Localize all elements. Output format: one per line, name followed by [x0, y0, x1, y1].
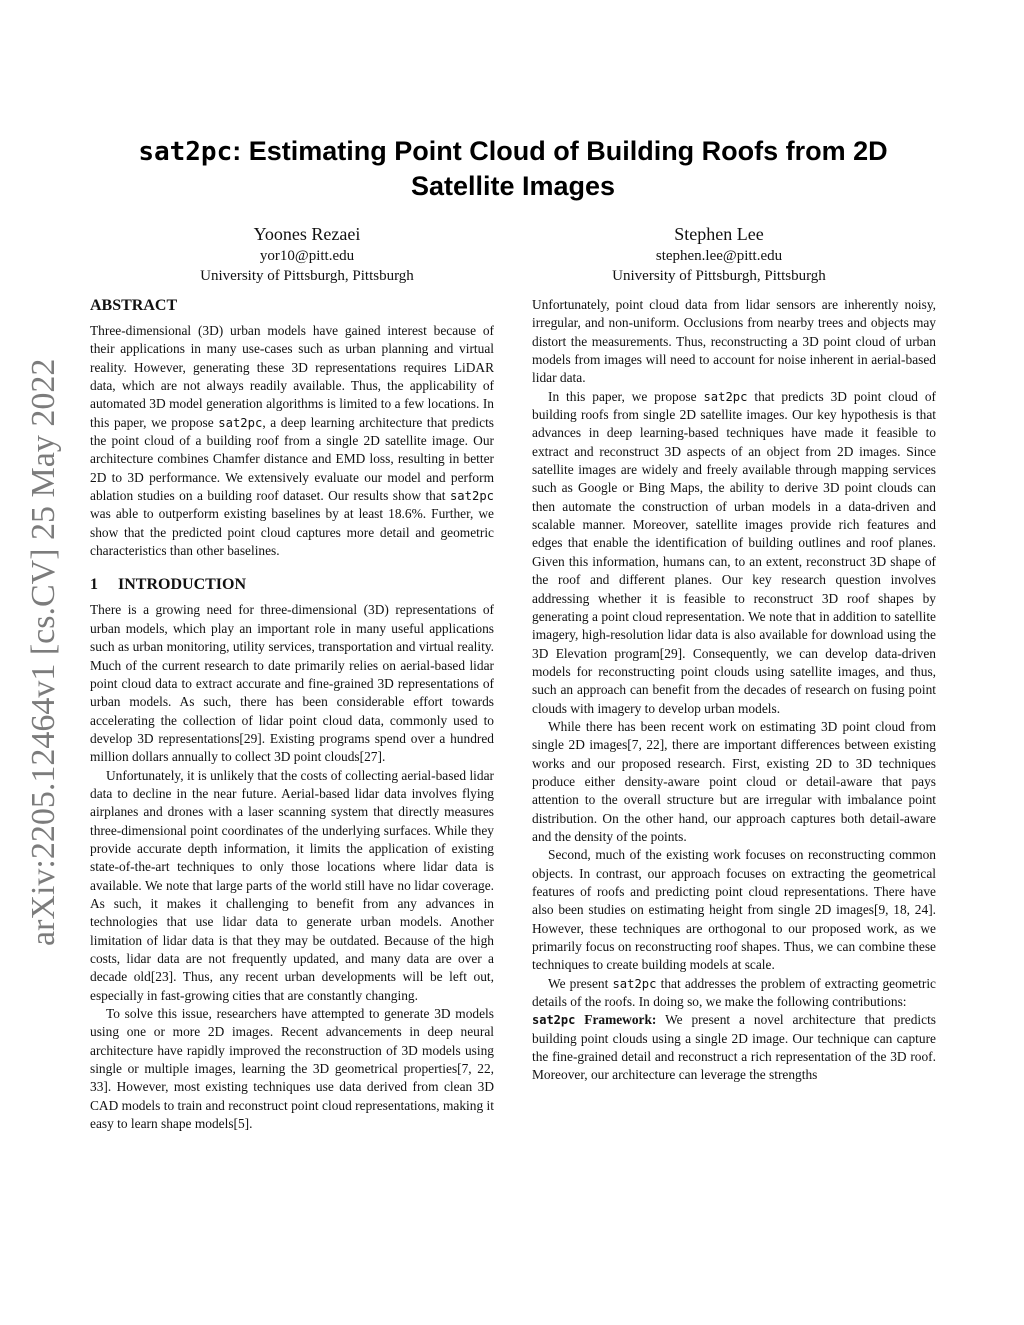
- author-affiliation: University of Pittsburgh, Pittsburgh: [612, 268, 826, 284]
- author-name: Stephen Lee: [674, 224, 764, 244]
- author-block-2: [504, 222, 934, 286]
- contribution-item: [532, 1011, 936, 1084]
- section-title: INTRODUCTION: [118, 576, 247, 594]
- system-name: sat2pc: [449, 489, 494, 504]
- author-block-1: [92, 222, 522, 286]
- system-name: sat2pc: [218, 415, 263, 430]
- paragraph-text: In this paper, we propose: [548, 388, 704, 404]
- paragraph-text: that addresses the problem of extracting geometric details of the roofs. In doing so, we make the following contributions:: [532, 975, 937, 1010]
- title-system-name: sat2pc: [138, 137, 233, 167]
- author-affiliation: University of Pittsburgh, Pittsburgh: [200, 268, 414, 284]
- contribution-text: We present a novel architecture that predicts building point clouds using a single 2D image. Our technique can capture the fine-grained detail and reconstruct a rich representation of the 3D roof. Moreover, our architecture can leverage the strengths: [532, 1012, 937, 1083]
- abstract-paragraph: [90, 322, 494, 560]
- abstract-text: Three-dimensional (3D) urban models have gained interest because of their applications in many use-cases such as urban planning and virtual reality. However, generating these 3D representations requires LiDAR data, which are not always readily available. Thus, the applicability of automated 3D model generation algorithms is limited to a few locations. In this paper, we propose: [90, 323, 494, 430]
- paper-title: [90, 134, 936, 203]
- section-number: 1: [90, 576, 98, 594]
- paragraph-text: that predicts 3D point cloud of building roofs from single 2D satellite images. Our key hypothesis is that advances in deep learning-based techniques have made it feasible to extract and reconstruct 3D aspects of an object from 2D images. Since satellite images are widely and freely available through mapping services such as Google or Bing Maps, the ability to derive 3D point clouds can then automate the construction of urban models in a data-driven and scalable manner. Moreover, satellite images provide rich features and edges that enable the identification of building outlines and roof planes. Given this information, humans can, to an extent, reconstruct 3D shape of the roof and different planes. Our key research question involves addressing whether it is feasible to reconstruct 3D roof shapes by generating a point cloud representation. We note that in addition to satellite imagery, high-resolution lidar data is also available for download using the 3D Elevation program[29]. Consequently, we can develop data-driven models for reconstructing point clouds using satellite images, and thus, such an approach can benefit from the decades of research on fusing point clouds with imagery to develop urban models.: [532, 388, 937, 716]
- intro-paragraph-7: Second, much of the existing work focuses on reconstructing common objects. In contrast, our approach focuses on extracting the geometrical features of roofs and predicting point cloud representations. There have also been studies on estimating height from single 2D images[9, 18, 24]. However, these techniques are orthogonal to our proposed work, as we primarily focus on reconstructing roof shapes. Thus, we can combine these techniques to create building models at scale.: [532, 847, 936, 973]
- author-email: yor10@pitt.edu: [259, 248, 355, 264]
- author-email: stephen.lee@pitt.edu: [655, 248, 783, 264]
- intro-paragraph-8: [532, 975, 936, 1012]
- intro-paragraph-5: [532, 388, 936, 718]
- introduction-heading: [90, 575, 494, 595]
- author-name: Yoones Rezaei: [253, 224, 361, 244]
- arxiv-identifier: arXiv:2205.12464v1 [cs.CV] 25 May 2022: [25, 358, 62, 946]
- title-text: : Estimating Point Cloud of Building Roofs from 2D Satellite Images: [232, 136, 888, 201]
- left-column: [90, 296, 494, 1133]
- abstract-text: was able to outperform existing baselines by at least 18.6%. Further, we show that the predicted point cloud captures more detail and geometric characteristics than other baselines.: [90, 506, 494, 559]
- intro-paragraph-3: To solve this issue, researchers have attempted to generate 3D models using one or more 2D images. Recent advancements in deep neural architecture have rapidly improved the reconstruction of 3D models using single or multiple images, learning the 3D geometrical properties[7, 22, 33]. However, most existing techniques use data derived from clean 3D CAD models to train and reconstruct point cloud representations, making it easy to learn shape models[5].: [90, 1006, 494, 1132]
- intro-paragraph-2: Unfortunately, it is unlikely that the costs of collecting aerial-based lidar data to decline in the near future. Aerial-based lidar data involves flying airplanes and drones with a laser scanning system that directly measures three-dimensional point coordinates of the underlying surfaces. While they provide accurate depth information, it limits the application of existing state-of-the-art techniques to only those locations where lidar data is available. We note that large parts of the world still have no lidar coverage. As such, it makes it challenging to benefit from any advances in technologies that use lidar data to generate urban models. Another limitation of lidar data is that they may be outdated. Because of the high costs, lidar data are not frequently updated, and many data are over a decade old[23]. Thus, any recent urban developments will be left out, especially in fast-growing cities that are constantly changing.: [90, 767, 494, 1003]
- intro-paragraph-1: There is a growing need for three-dimensional (3D) representations of urban models, which play an important role in many useful applications such as urban monitoring, utility services, transportation and virtual reality. Much of the current research to date primarily relies on aerial-based lidar point cloud data to extract accurate and fine-grained 3D representations of urban models. As such, there has been considerable effort towards accelerating the collection of lidar point cloud data, commonly used to develop 3D representations[29]. Existing programs spend over a hundred million dollars annually to collect 3D point clouds[27].: [90, 602, 494, 765]
- right-column: [532, 296, 936, 1085]
- contribution-label-mono: sat2pc: [532, 1013, 576, 1028]
- system-name: sat2pc: [703, 389, 748, 404]
- system-name: sat2pc: [612, 976, 657, 991]
- intro-paragraph-6: While there has been recent work on estimating 3D point cloud from single 2D images[7, 22], there are important differences between existing works and our proposed research. First, existing 2D to 3D techniques produce either density-aware point cloud or detail-aware that pays attention to the overall structure but are irregular with imbalance point distribution. On the other hand, our approach captures both detail-aware and the density of the points.: [532, 718, 936, 844]
- contribution-label: Framework:: [575, 1012, 657, 1028]
- intro-paragraph-4: Unfortunately, point cloud data from lidar sensors are inherently noisy, irregular, and non-uniform. Occlusions from nearby trees and objects may distort the measurements. Thus, reconstructing a 3D point cloud of urban models from images will need to account for noise inherent in aerial-based lidar data.: [532, 297, 936, 386]
- abstract-heading: ABSTRACT: [90, 297, 178, 314]
- paragraph-text: We present: [548, 975, 613, 991]
- abstract-text: , a deep learning architecture that predicts the point cloud of a building roof from a single 2D satellite image. Our architecture combines Chamfer distance and EMD loss, resulting in better 2D to 3D performance. We extensively evaluate our model and perform ablation studies on a building roof dataset. Our results show that: [90, 414, 495, 504]
